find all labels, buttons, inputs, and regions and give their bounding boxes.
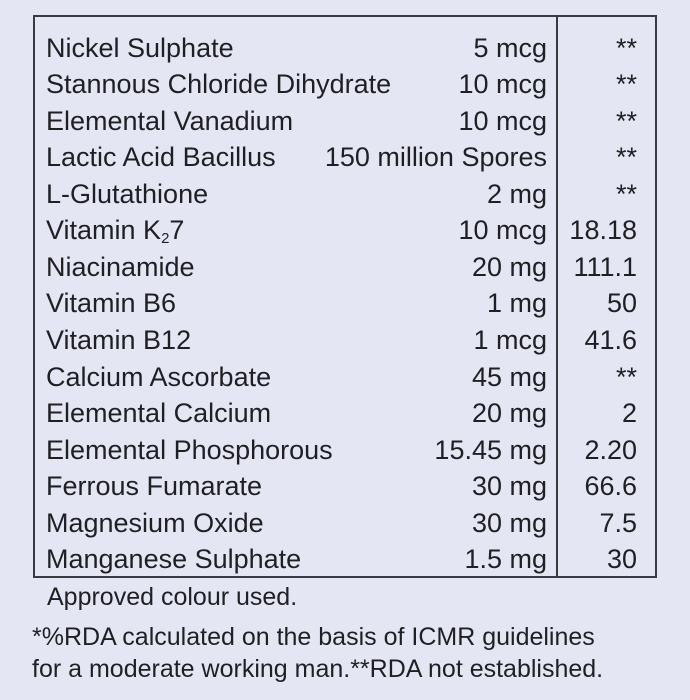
ingredient-rda: 18.18 [569, 215, 637, 245]
table-row [35, 30, 655, 66]
ingredient-amount: 5 mcg [473, 33, 547, 63]
ingredient-amount: 10 mcg [458, 215, 547, 245]
ingredient-amount: 20 mg [471, 252, 547, 282]
ingredient-rda: 50 [606, 288, 637, 318]
ingredient-amount: 10 mcg [458, 106, 547, 136]
ingredient-name: Vitamin B6 [46, 288, 177, 318]
ingredient-amount: 15.45 mg [434, 435, 547, 465]
ingredient-name: Vitamin B12 [46, 325, 192, 355]
table-row [35, 322, 655, 358]
ingredient-name-subscript: 2 [161, 230, 170, 247]
ingredient-name: Elemental Vanadium [46, 106, 294, 136]
table-row [35, 139, 655, 175]
ingredient-rda: ** [615, 142, 637, 172]
table-row [35, 103, 655, 139]
table-row [35, 176, 655, 212]
ingredients-table [33, 15, 657, 578]
ingredient-rda: 2 [621, 398, 637, 428]
ingredient-name: Calcium Ascorbate [46, 362, 272, 392]
ingredient-name: Lactic Acid Bacillus [46, 142, 276, 172]
ingredient-rda: 30 [606, 544, 637, 574]
table-row [35, 432, 655, 468]
ingredient-rda: 7.5 [599, 508, 637, 538]
ingredient-amount: 2 mg [486, 179, 547, 209]
ingredient-name-suffix: 7 [169, 215, 185, 245]
ingredient-amount: 10 mcg [458, 69, 547, 99]
ingredient-name: Magnesium Oxide [46, 508, 264, 538]
table-row [35, 249, 655, 285]
ingredient-amount: 45 mg [471, 362, 547, 392]
ingredient-amount: 150 million Spores [324, 142, 547, 172]
ingredient-name-prefix: Vitamin K [46, 215, 162, 245]
ingredient-name: Elemental Calcium [46, 398, 272, 428]
ingredient-rda: ** [615, 179, 637, 209]
ingredient-name: Ferrous Fumarate [46, 471, 263, 501]
ingredient-name: Elemental Phosphorous [46, 435, 333, 465]
ingredient-name: Niacinamide [46, 252, 195, 282]
ingredient-amount: 20 mg [471, 398, 547, 428]
ingredient-rda: ** [615, 69, 637, 99]
ingredient-name: Nickel Sulphate [46, 33, 234, 63]
ingredient-amount: 1 mg [486, 288, 547, 318]
table-row [35, 468, 655, 504]
ingredient-rda: ** [615, 106, 637, 136]
ingredient-rda: 66.6 [584, 471, 637, 501]
table-row [35, 285, 655, 321]
table-row [35, 66, 655, 102]
ingredient-rda: 41.6 [584, 325, 637, 355]
table-row [35, 395, 655, 431]
table-row [35, 212, 655, 248]
ingredient-name: Manganese Sulphate [46, 544, 302, 574]
ingredient-rda: 2.20 [584, 435, 637, 465]
ingredient-name: Stannous Chloride Dihydrate [46, 69, 392, 99]
rda-footnote-line-1: *%RDA calculated on the basis of ICMR guidelines [32, 623, 595, 651]
colour-note: Approved colour used. [47, 583, 298, 611]
table-row [35, 359, 655, 395]
table-row [35, 541, 655, 577]
ingredient-amount: 30 mg [471, 508, 547, 538]
ingredient-rda: 111.1 [573, 252, 637, 282]
ingredient-rda: ** [615, 362, 637, 392]
ingredient-amount: 30 mg [471, 471, 547, 501]
rda-footnote-line-2: for a moderate working man.**RDA not established. [32, 655, 604, 683]
ingredient-name: L-Glutathione [46, 179, 209, 209]
ingredient-amount: 1.5 mg [464, 544, 547, 574]
table-row [35, 505, 655, 541]
ingredient-rda: ** [615, 33, 637, 63]
ingredient-amount: 1 mcg [473, 325, 547, 355]
